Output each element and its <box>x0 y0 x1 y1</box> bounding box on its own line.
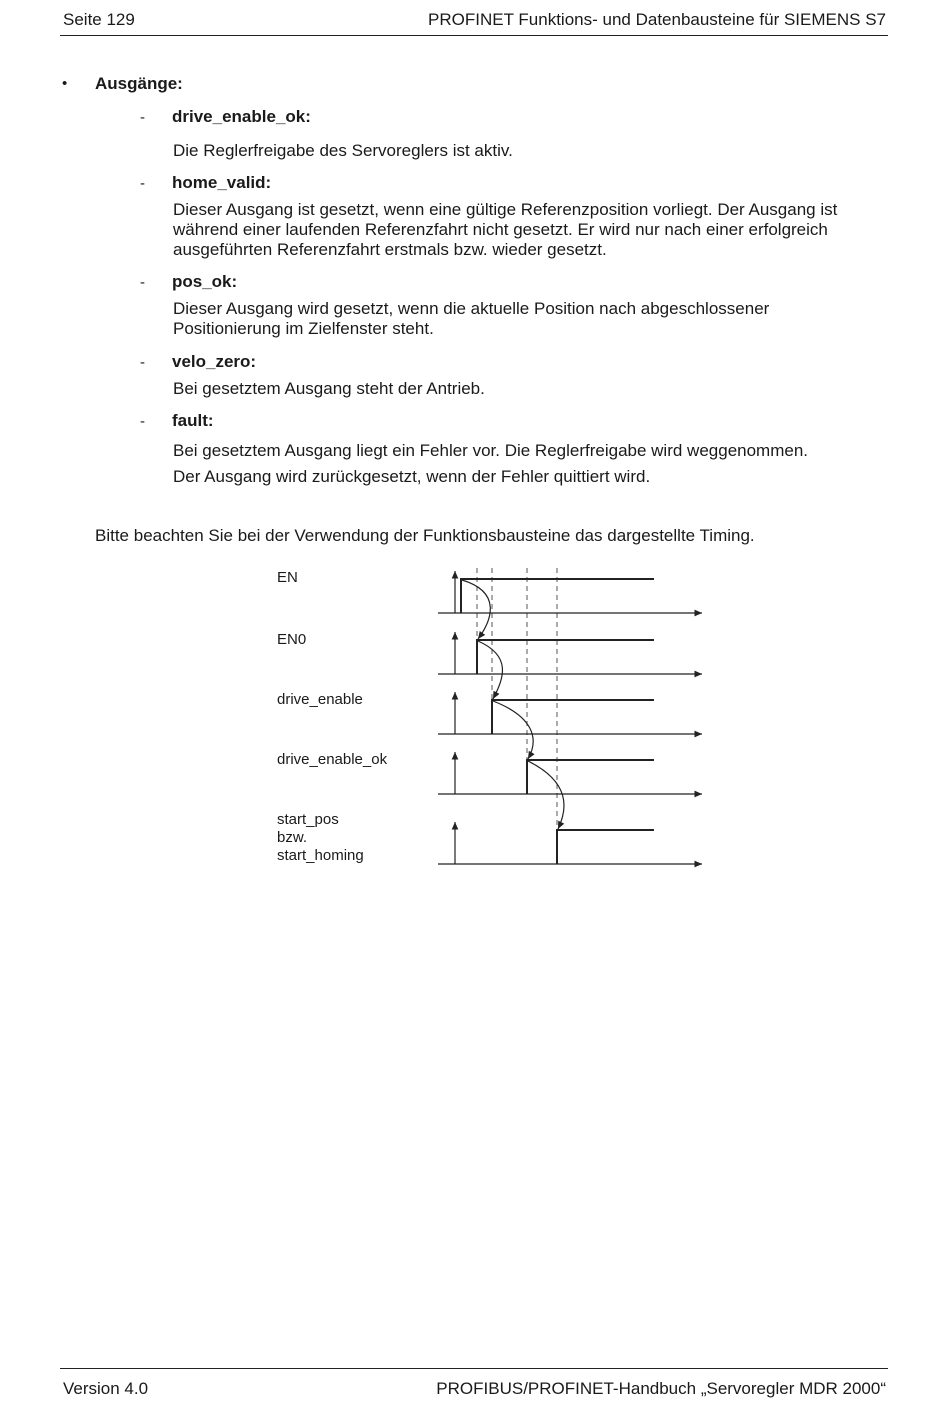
signal-label-bzw: bzw. <box>277 829 308 846</box>
list-dash: - <box>140 274 145 291</box>
desc-fault <box>173 438 893 490</box>
trace-en0 <box>477 640 654 674</box>
desc-line: Der Ausgang wird zurückgesetzt, wenn der Fehler quittiert wird. <box>173 467 651 486</box>
term-pos-ok: pos_ok: <box>172 272 238 291</box>
desc-line: Die Reglerfreigabe des Servoreglers ist aktiv. <box>173 141 513 160</box>
list-dash: - <box>140 175 145 192</box>
signal-label-start-homing: start_homing <box>277 847 364 864</box>
signal-label-en: EN <box>277 569 298 586</box>
arrow-en-to-en0 <box>462 580 490 639</box>
trace-drive-enable <box>492 700 654 734</box>
term-home-valid: home_valid: <box>172 173 272 192</box>
term-drive-enable-ok: drive_enable_ok: <box>172 107 311 126</box>
trace-start-pos <box>557 830 654 864</box>
list-dash: - <box>140 354 145 371</box>
footer-title: PROFIBUS/PROFINET-Handbuch „Servoregler MDR 2000“ <box>436 1379 886 1398</box>
signal-label-drive-enable-ok: drive_enable_ok <box>277 751 388 768</box>
list-dash: - <box>140 413 145 430</box>
trace-drive-enable-ok <box>527 760 654 794</box>
signal-label-drive-enable: drive_enable <box>277 691 363 708</box>
timing-diagram <box>270 560 720 872</box>
desc-line: während einer laufenden Referenzfahrt nicht gesetzt. Er wird nur nach einer erfolgreich <box>173 220 828 239</box>
timing-intro: Bitte beachten Sie bei der Verwendung der Funktionsbausteine das dargestellte Timing. <box>95 526 755 545</box>
desc-line: Bei gesetztem Ausgang steht der Antrieb. <box>173 379 485 398</box>
page-footer <box>60 1368 888 1399</box>
desc-line: ausgeführten Referenzfahrt erstmals bzw. wieder gesetzt. <box>173 240 607 259</box>
footer-version: Version 4.0 <box>63 1379 149 1398</box>
desc-home-valid <box>173 200 893 260</box>
desc-line: Positionierung im Zielfenster steht. <box>173 319 434 338</box>
list-dash: - <box>140 109 145 126</box>
page-header <box>60 10 888 36</box>
signal-label-start-pos: start_pos <box>277 811 339 828</box>
desc-pos-ok <box>173 299 893 339</box>
desc-line: Dieser Ausgang wird gesetzt, wenn die aktuelle Position nach abgeschlossener <box>173 299 770 318</box>
desc-velo-zero <box>173 379 893 399</box>
term-fault: fault: <box>172 411 214 430</box>
desc-drive-enable-ok <box>173 141 893 161</box>
section-title: Ausgänge: <box>95 74 183 93</box>
arrow-en0-to-drive-enable <box>478 641 502 699</box>
term-velo-zero: velo_zero: <box>172 352 257 371</box>
signal-label-en0: EN0 <box>277 631 307 648</box>
arrow-ok-to-start-pos <box>528 761 564 829</box>
desc-line: Dieser Ausgang ist gesetzt, wenn eine gültige Referenzposition vorliegt. Der Ausgang ist <box>173 200 838 219</box>
bullet-marker: • <box>62 75 68 92</box>
desc-line: Bei gesetztem Ausgang liegt ein Fehler vor. Die Reglerfreigabe wird weggenommen. <box>173 441 809 460</box>
signal-traces <box>438 571 702 864</box>
page-number: Seite 129 <box>63 10 135 29</box>
header-title: PROFINET Funktions- und Datenbausteine für SIEMENS S7 <box>428 10 886 29</box>
